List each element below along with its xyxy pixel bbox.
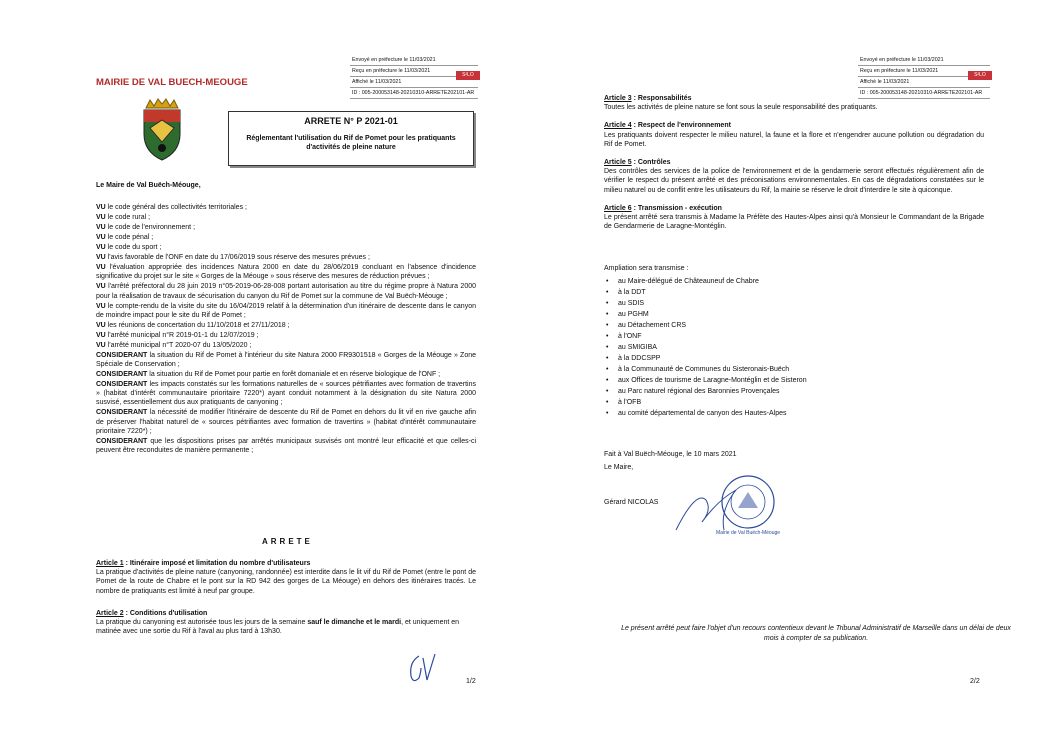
considerant-item (96, 341, 476, 350)
considerant-keyword: VU (96, 302, 106, 310)
recours-notice: Le présent arrêté peut faire l'objet d'un recours contentieux devant le Tribunal Administratif de Marseille dans un délai de deux mois à compter de sa publication. (621, 625, 1011, 642)
considerant-text: le code pénal ; (105, 234, 154, 242)
s2lo-logo: S²LO (968, 71, 992, 80)
considerant-item (96, 437, 476, 455)
considerants-list (96, 203, 476, 455)
article-subtitle: : Respect de l'environnement (631, 122, 731, 130)
considerant-text: le code de l'environnement ; (105, 224, 196, 232)
arrete-number: ARRETE N° P 2021-01 (304, 116, 398, 126)
considerant-item (96, 233, 476, 242)
article-text: Toutes les activités de pleine nature se font sous la seule responsabilité des pratiquants. (604, 104, 878, 112)
considerant-item (96, 370, 476, 379)
ampliation-item: • au Parc naturel régional des Baronnies Provençales (604, 386, 984, 397)
considerant-item (96, 282, 476, 300)
arrete-title-box (228, 111, 474, 166)
document-page-2 (526, 0, 1052, 744)
considerant-text: que les dispositions prises par arrêtés municipaux susvisés ont montré leur efficacité et que celles-ci peuvent être reconduites de manière permanente ; (96, 437, 476, 455)
considerant-item (96, 253, 476, 262)
considerant-keyword: CONSIDERANT (96, 409, 148, 417)
article-title: Article 4 (604, 122, 632, 130)
article-subtitle: : Contrôles (631, 159, 671, 167)
considerant-keyword: VU (96, 283, 106, 291)
considerant-keyword: VU (96, 264, 106, 272)
considerant-text: le code général des collectivités territoriales ; (105, 204, 247, 212)
article-subtitle: : Transmission - exécution (631, 204, 722, 212)
ampliation-block (604, 264, 984, 419)
article-title: Article 6 (604, 204, 632, 212)
considerant-keyword: CONSIDERANT (96, 437, 148, 445)
considerant-item (96, 408, 476, 436)
article-title: Article 3 (604, 95, 632, 102)
considerant-text: l'arrêté préfectoral du 28 juin 2019 n°05-2019-06-28-008 portant autorisation au titre du régime propre à Natura 2000 pour la réalisation de travaux de sécurisation du canyon du Rif de Pomet sur la commune de Val Buëch-Méouge ; (96, 283, 476, 300)
coat-of-arms-icon (140, 98, 184, 162)
considerant-text: la situation du Rif de Pomet pour partie en forêt domaniale et en réserve biologique de l'ONF ; (147, 371, 441, 379)
article-subtitle: : Responsabilités (631, 95, 692, 102)
article-text: Les pratiquants doivent respecter le milieu naturel, la faune et la flore et n'engendrer aucune pollution ou dégradation du Rif de Pomet. (604, 131, 984, 148)
article-2 (96, 609, 476, 637)
ampliation-item: • au Maire-délégué de Châteauneuf de Chabre (604, 276, 984, 287)
arrete-subject: Réglementant l'utilisation du Rif de Pomet pour les pratiquants d'activités de pleine nature (246, 135, 456, 151)
seal-text: Mairie de Val Buëch-Méouge (715, 530, 781, 536)
article-block (604, 158, 984, 195)
considerant-item (96, 351, 476, 369)
considerant-item (96, 223, 476, 232)
considerant-keyword: VU (96, 321, 106, 329)
considerant-keyword: VU (96, 204, 106, 212)
article1-subtitle: : Itinéraire imposé et limitation du nombre d'utilisateurs (123, 560, 311, 567)
considerant-keyword: VU (96, 234, 106, 242)
article1-text: La pratique d'activités de pleine nature (canyoning, randonnée) est interdite dans le lit vif du Rif de Pomet (entre le pont de Pomet de la route de Chabre et le pont sur la RD 942 des gorges de La Méouge) en dehors des itinéraires tracés. Le nombre de pratiquants est limité à neuf par groupe. (96, 569, 476, 595)
articles-3-to-6 (604, 94, 984, 240)
considerant-keyword: VU (96, 254, 106, 262)
article2-text-bold: sauf le dimanche et le mardi (307, 619, 402, 627)
ampliation-list (604, 276, 984, 419)
considerant-keyword: VU (96, 341, 106, 349)
considerant-keyword: VU (96, 244, 106, 252)
stamp-posted: Affiché le 11/03/2021 (350, 77, 478, 88)
considerant-text: la nécessité de modifier l'itinéraire de descente du Rif de Pomet en dehors du lit vif en rive gauche afin de préserver l'habitat naturel de « sources pétrifiantes avec formation de travertins » (habitat d'intérêt communautaire prioritaire 7220*) ; (96, 409, 476, 435)
stamp-sent: Envoyé en préfecture le 11/03/2021 (858, 55, 990, 66)
considerant-text: les réunions de concertation du 11/10/2018 et 27/11/2018 ; (105, 321, 290, 329)
page-number: 1/2 (466, 678, 476, 685)
article1-title: Article 1 (96, 560, 124, 567)
signataire: Gérard NICOLAS (604, 499, 659, 507)
ampliation-item: • au SDIS (604, 298, 984, 309)
considerant-item (96, 331, 476, 340)
considerant-item (96, 243, 476, 252)
considerant-item (96, 263, 476, 281)
considerant-text: les impacts constatés sur les formations naturelles de « sources pétrifiantes avec formation de travertins » (habitat d'intérêt communautaire prioritaire 7220*) ayant conduit notamment à la désignation du site Natura 2000 susvisé, essentiellement dus aux pratiquants de canyoning ; (96, 381, 476, 407)
le-maire: Le Maire, (604, 464, 634, 472)
considerant-item (96, 321, 476, 330)
ampliation-item: • à l'OFB (604, 397, 984, 408)
stamp-received: Reçu en préfecture le 11/03/2021 (858, 66, 990, 77)
article-title: Article 5 (604, 159, 632, 167)
considerant-text: la situation du Rif de Pomet à l'intérieur du site Natura 2000 FR9301518 « Gorges de la Méouge » Zone Spéciale de Conservation ; (96, 351, 476, 369)
article-block (604, 121, 984, 149)
ampliation-item: • au PGHM (604, 309, 984, 320)
maire-line: Le Maire de Val Buëch-Méouge, (96, 182, 201, 189)
ampliation-item: • aux Offices de tourisme de Laragne-Montéglin et de Sisteron (604, 375, 984, 386)
stamp-id: ID : 005-200053148-20210310-ARRETE202101-AR (350, 88, 478, 99)
article-text: Le présent arrêté sera transmis à Madame la Préfète des Hautes-Alpes ainsi qu'à Monsieur le Commandant de la Brigade de Gendarmerie de Laragne-Montéglin. (604, 214, 984, 231)
stamp-posted: Affiché le 11/03/2021 (858, 77, 990, 88)
considerant-keyword: CONSIDERANT (96, 381, 148, 389)
prefecture-stamp (858, 55, 990, 99)
considerant-text: l'évaluation appropriée des incidences Natura 2000 en date du 28/06/2019 concluant en l'absence d'incidence significative du projet sur le site « Gorges de la Méouge » sous réserve des mesures de réduction prévues ; (96, 264, 476, 281)
considerant-item (96, 380, 476, 408)
s2lo-logo: S²LO (456, 71, 480, 80)
considerant-text: l'avis favorable de l'ONF en date du 17/06/2019 sous réserve des mesures prévues ; (105, 254, 370, 262)
signature-block (604, 450, 984, 508)
mairie-header: MAIRIE DE VAL BUECH-MEOUGE (96, 77, 248, 88)
article-block (604, 94, 984, 112)
arrete-heading: ARRETE (262, 537, 313, 546)
mayor-seal-and-signature-icon (666, 470, 786, 540)
considerant-item (96, 213, 476, 222)
preamble (96, 181, 476, 456)
considerant-keyword: CONSIDERANT (96, 351, 148, 359)
considerant-text: le code du sport ; (105, 244, 162, 252)
article-1 (96, 559, 476, 596)
ampliation-label: Ampliation sera transmise : (604, 265, 689, 272)
considerant-text: le code rural ; (105, 214, 151, 222)
considerant-text: l'arrêté municipal n°T 2020-07 du 13/05/2020 ; (105, 341, 252, 349)
stamp-sent: Envoyé en préfecture le 11/03/2021 (350, 55, 478, 66)
prefecture-stamp (350, 55, 478, 99)
considerant-item (96, 302, 476, 320)
considerant-keyword: VU (96, 214, 106, 222)
considerant-keyword: VU (96, 331, 106, 339)
stamp-id: ID : 005-200053148-20210310-ARRETE202101-AR (858, 88, 990, 99)
considerant-text: le compte-rendu de la visite du site du 16/04/2019 relatif à la détermination d'un itinéraire de descente dans le canyon de moindre impact pour le site du Rif de Pomet ; (96, 302, 476, 319)
ampliation-item: • à la DDCSPP (604, 353, 984, 364)
article2-text-b: , et uniquement en matinée avec une sortie du Rif à l'aval au plus tard à 13h30. (96, 619, 460, 636)
ampliation-item: • à la Communauté de Communes du Sisteronais-Buëch (604, 364, 984, 375)
ampliation-item: • au Détachement CRS (604, 320, 984, 331)
article2-text-a: La pratique du canyoning est autorisée tous les jours de la semaine (96, 619, 308, 627)
considerant-item (96, 203, 476, 212)
considerant-text: l'arrêté municipal n°R 2019-01-1 du 12/07/2019 ; (105, 331, 259, 339)
ampliation-item: • au comité départemental de canyon des Hautes-Alpes (604, 408, 984, 419)
article-block (604, 204, 984, 232)
article2-subtitle: : Conditions d'utilisation (123, 610, 208, 617)
considerant-keyword: CONSIDERANT (96, 371, 148, 379)
article-text: Des contrôles des services de la police de l'environnement et de la gendarmerie seront effectués régulièrement afin de vérifier le respect du présent arrêté et des préconisations environnementales. En cas de dégradations constatées sur le milieu naturel ou de conflit entre les utilisateurs du Rif, la mairie se réserve le droit d'interdire le site à quiconque. (604, 168, 984, 194)
article2-title: Article 2 (96, 610, 124, 617)
stamp-received: Reçu en préfecture le 11/03/2021 (350, 66, 478, 77)
ampliation-item: • à la DDT (604, 287, 984, 298)
considerant-keyword: VU (96, 224, 106, 232)
ampliation-item: • au SMIGIBA (604, 342, 984, 353)
ampliation-item: • à l'ONF (604, 331, 984, 342)
page-number: 2/2 (970, 678, 980, 685)
fait-a: Fait à Val Buëch-Méouge, le 10 mars 2021 (604, 451, 737, 458)
initials-signature-icon (405, 650, 441, 690)
